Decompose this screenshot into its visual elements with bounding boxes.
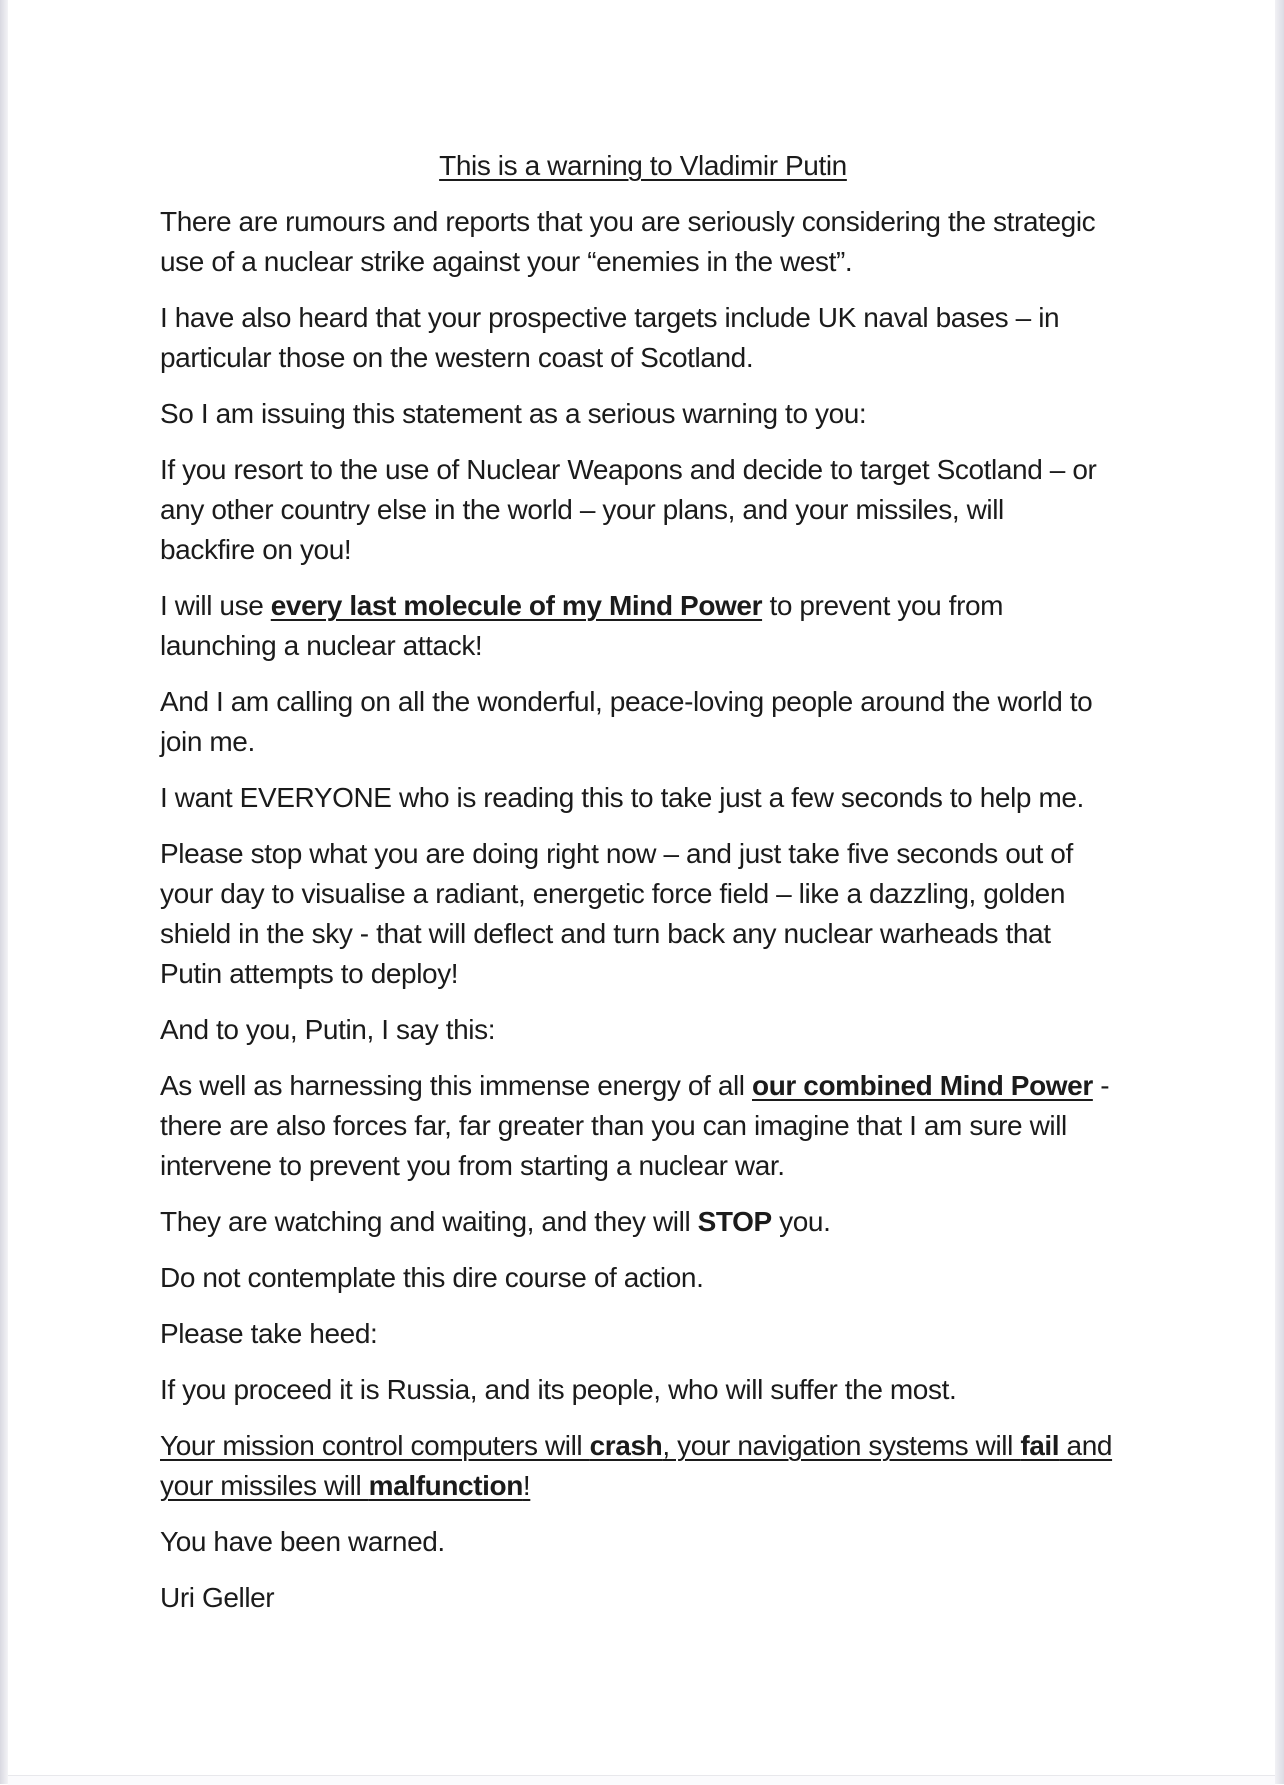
text-run: you. bbox=[771, 1206, 831, 1237]
signature bbox=[160, 1578, 1126, 1618]
text-run: Your mission control computers will bbox=[160, 1430, 590, 1461]
text-run: ! bbox=[522, 1470, 531, 1501]
paragraph bbox=[160, 450, 1126, 570]
text-run: I will use bbox=[160, 590, 271, 621]
emphasized-text: fail bbox=[1020, 1430, 1060, 1461]
paragraph bbox=[160, 682, 1126, 762]
text-run: intervene to prevent you from starting a nuclear war. bbox=[160, 1150, 785, 1181]
emphasized-text: crash bbox=[589, 1430, 663, 1461]
text-run: If you proceed it is Russia, and its people, who will suffer the most. bbox=[160, 1374, 957, 1405]
emphasized-text: This is a warning to Vladimir Putin bbox=[439, 150, 847, 181]
text-run: your missiles will bbox=[160, 1470, 369, 1501]
emphasized-text: our combined Mind Power bbox=[752, 1070, 1093, 1101]
emphasized-text: malfunction bbox=[368, 1470, 523, 1501]
text-run: - bbox=[1092, 1070, 1110, 1101]
paragraph-warning bbox=[160, 1426, 1126, 1506]
paragraph bbox=[160, 1258, 1126, 1298]
text-run: there are also forces far, far greater than you can imagine that I am sure will bbox=[160, 1110, 1067, 1141]
text-run: any other country else in the world – your plans, and your missiles, will bbox=[160, 494, 1004, 525]
text-run: They are watching and waiting, and they will bbox=[160, 1206, 698, 1237]
paragraph bbox=[160, 202, 1126, 282]
paragraph bbox=[160, 586, 1126, 666]
document-body bbox=[160, 146, 1126, 1618]
paragraph bbox=[160, 1370, 1126, 1410]
text-run: particular those on the western coast of Scotland. bbox=[160, 342, 754, 373]
paragraph bbox=[160, 1202, 1126, 1242]
emphasized-text: STOP bbox=[697, 1206, 772, 1237]
text-run: I want EVERYONE who is reading this to take just a few seconds to help me. bbox=[160, 782, 1084, 813]
paragraph bbox=[160, 1010, 1126, 1050]
text-run: As well as harnessing this immense energy of all bbox=[160, 1070, 753, 1101]
text-run: your day to visualise a radiant, energetic force field – like a dazzling, golden bbox=[160, 878, 1065, 909]
text-run: Uri Geller bbox=[160, 1582, 275, 1613]
text-run: , your navigation systems will bbox=[662, 1430, 1021, 1461]
text-run: You have been warned. bbox=[160, 1526, 445, 1557]
paragraph bbox=[160, 298, 1126, 378]
text-run: Please stop what you are doing right now – and just take five seconds out of bbox=[160, 838, 1073, 869]
paragraph bbox=[160, 1314, 1126, 1354]
text-run: shield in the sky - that will deflect and turn back any nuclear warheads that bbox=[160, 918, 1051, 949]
text-run: launching a nuclear attack! bbox=[160, 630, 483, 661]
text-run: to prevent you from bbox=[762, 590, 1004, 621]
emphasized-text: every last molecule of my Mind Power bbox=[270, 590, 763, 621]
paragraph bbox=[160, 1066, 1126, 1186]
document-title bbox=[160, 146, 1126, 186]
page-left-edge bbox=[0, 0, 8, 1784]
text-run: use of a nuclear strike against your “enemies in the west”. bbox=[160, 246, 853, 277]
text-run: And I am calling on all the wonderful, peace-loving people around the world to bbox=[160, 686, 1093, 717]
text-run: I have also heard that your prospective targets include UK naval bases – in bbox=[160, 302, 1060, 333]
paragraph bbox=[160, 834, 1126, 994]
text-run: Please take heed: bbox=[160, 1318, 378, 1349]
text-run: and bbox=[1059, 1430, 1113, 1461]
paragraph bbox=[160, 778, 1126, 818]
paragraph bbox=[160, 1522, 1126, 1562]
text-run: If you resort to the use of Nuclear Weapons and decide to target Scotland – or bbox=[160, 454, 1097, 485]
text-run: backfire on you! bbox=[160, 534, 352, 565]
text-run: And to you, Putin, I say this: bbox=[160, 1014, 496, 1045]
paragraph bbox=[160, 394, 1126, 434]
text-run: So I am issuing this statement as a serious warning to you: bbox=[160, 398, 867, 429]
text-run: Putin attempts to deploy! bbox=[160, 958, 459, 989]
text-run: There are rumours and reports that you are seriously considering the strategic bbox=[160, 206, 1096, 237]
text-run: Do not contemplate this dire course of action. bbox=[160, 1262, 704, 1293]
text-run: join me. bbox=[160, 726, 255, 757]
page-right-edge bbox=[1275, 0, 1284, 1784]
